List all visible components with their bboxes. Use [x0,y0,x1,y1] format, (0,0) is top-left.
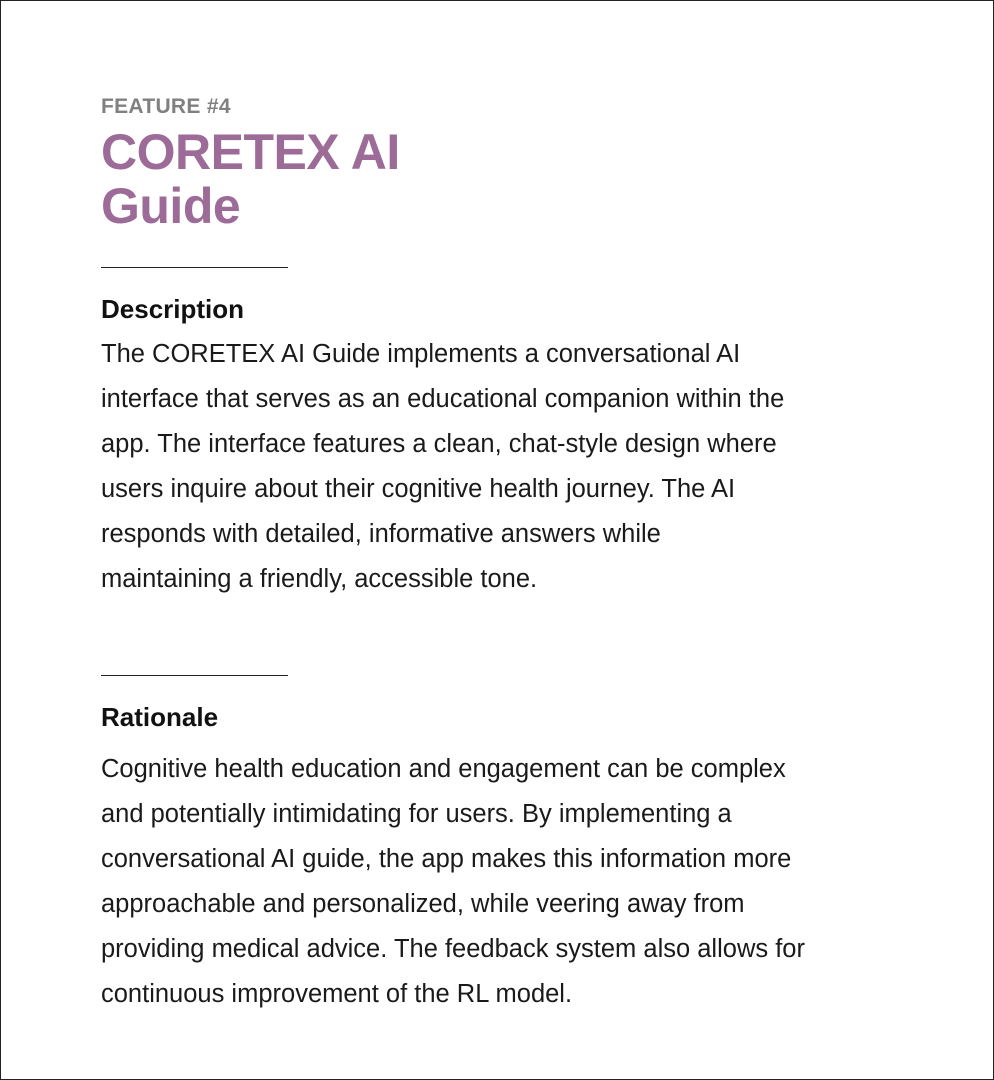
description-heading: Description [101,294,245,324]
description-text [101,332,891,602]
description-line: users inquire about their cognitive health journey. The AI [101,475,736,503]
rationale-line: providing medical advice. The feedback system also allows for [101,935,805,963]
feature-title-line-1: CORETEX AI [101,124,400,180]
description-line: maintaining a friendly, accessible tone. [101,565,538,593]
divider [101,675,288,676]
rationale-line: and potentially intimidating for users. By implementing a [101,800,732,828]
description-line: The CORETEX AI Guide implements a conversational AI [101,340,741,368]
rationale-line: continuous improvement of the RL model. [101,980,573,1008]
feature-title [101,125,901,233]
description-line: interface that serves as an educational companion within the [101,385,785,413]
rationale-line: approachable and personalized, while veering away from [101,890,745,918]
feature-number-label: FEATURE #4 [101,95,231,118]
rationale-line: conversational AI guide, the app makes this information more [101,845,792,873]
description-line: responds with detailed, informative answers while [101,520,661,548]
rationale-heading: Rationale [101,702,219,732]
rationale-text [101,747,891,1017]
divider [101,267,288,268]
feature-title-line-2: Guide [101,178,241,234]
feature-content [101,93,901,1017]
description-line: app. The interface features a clean, chat-style design where [101,430,777,458]
rationale-line: Cognitive health education and engagement can be complex [101,755,786,783]
